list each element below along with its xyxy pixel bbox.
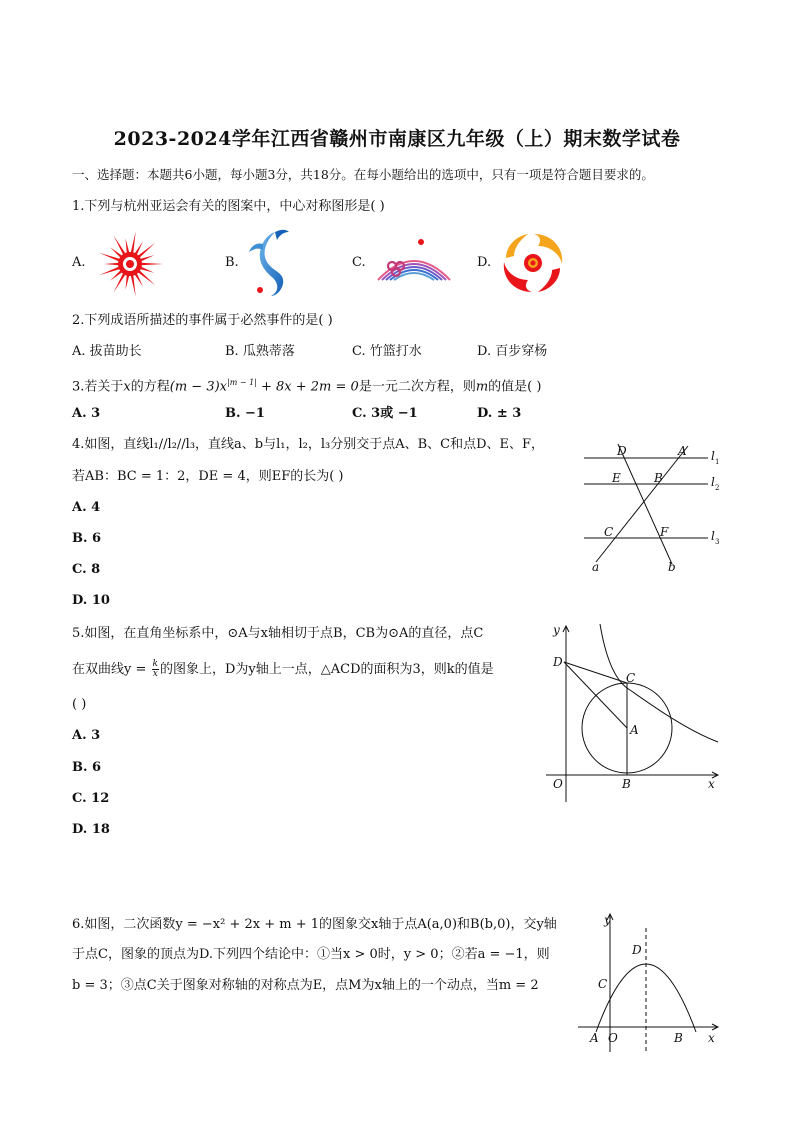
q4-option-b: B. 6 — [72, 531, 102, 546]
q4-option-a: A. 4 — [72, 500, 101, 515]
q4-label-b: b — [668, 560, 676, 574]
sun-ray — [131, 232, 136, 254]
sun-ray — [141, 263, 163, 266]
q5-option-d: D. 18 — [72, 822, 110, 837]
q3-stem — [72, 375, 541, 395]
q5-label-C: C — [626, 671, 636, 685]
q3-stem-part3: 是一元二次方程，则 — [358, 379, 476, 395]
q4-label-C: C — [604, 525, 614, 539]
q3-equation-rest: + 8x + 2m = 0 — [256, 379, 359, 395]
sun-ray — [126, 275, 130, 290]
q3-var-x: x — [123, 379, 131, 395]
q1-option-d-emblem-icon — [498, 230, 568, 296]
q1-option-b-dolphin-icon — [245, 226, 305, 298]
q6-stem-line2: 于点C，图象的顶点为D.下列四个结论中：①当x > 0时，y > 0；②若a = −1，则 — [72, 947, 550, 962]
q2-option-a: A. 拔苗助长 — [72, 344, 142, 359]
q4-label-l3-sub: 3 — [715, 538, 720, 546]
q1-option-a-label: A. — [72, 255, 86, 270]
sun-ray — [126, 238, 130, 253]
q4-parallel-lines-figure — [580, 438, 730, 578]
q5-option-b: B. 6 — [72, 760, 102, 775]
q5-fraction-bottom: x — [152, 669, 158, 679]
q3-stem-part1: 3.若关于 — [72, 379, 124, 395]
q5-label-x: x — [708, 777, 715, 791]
q6-label-A: A — [590, 1031, 599, 1045]
q1-option-b-label: B. — [225, 255, 239, 270]
q3-stem-part2: 的方程 — [130, 379, 170, 395]
q5-stem-line1: 5.如图，在直角坐标系中，⊙A与x轴相切于点B，CB为⊙A的直径，点C — [72, 626, 484, 641]
q3-option-b: B. −1 — [225, 406, 265, 421]
q4-stem-line2: 若AB：BC = 1：2，DE = 4，则EF的长为( ) — [72, 469, 344, 484]
q2-option-b: B. 瓜熟蒂落 — [225, 344, 295, 359]
q4-label-l1: l — [711, 449, 715, 463]
q3-var-m: m — [475, 379, 489, 395]
q2-option-d: D. 百步穿杨 — [477, 344, 548, 359]
q6-parabola-figure — [578, 910, 728, 1060]
q5-stem-line2-part2: 的图象上，D为y轴上一点，△ACD的面积为3，则k的值是 — [159, 662, 494, 677]
q5-label-y: y — [553, 623, 560, 637]
q4-label-E: E — [612, 471, 621, 485]
q5-label-D: D — [553, 655, 563, 669]
sun-ray — [104, 263, 119, 266]
page-title: 2023-2024学年江西省赣州市南康区九年级（上）期末数学试卷 — [113, 128, 681, 150]
sun-ray — [131, 275, 136, 297]
q6-stem-line3: b = 3；③点C关于图象对称轴的对称点为E，点M为x轴上的一个动点，当m = 2 — [72, 978, 539, 993]
sun-ray — [140, 267, 155, 273]
q3-option-c: C. 3或 −1 — [352, 406, 418, 421]
q3-exponent: |m − 1| — [227, 378, 257, 387]
q3-option-a: A. 3 — [72, 406, 101, 421]
q3-option-d: D. ± 3 — [477, 406, 522, 421]
q6-label-x: x — [708, 1031, 715, 1045]
q5-stem-line2-part1: 在双曲线y = — [72, 662, 151, 677]
q4-label-l3: l — [711, 529, 715, 543]
q6-label-O: O — [608, 1031, 618, 1045]
q4-stem-line1: 4.如图，直线l₁//l₂//l₃，直线a、b与l₁，l₂，l₃分别交于点A、B、C和点D、E、F， — [72, 437, 545, 452]
q1-stem: 1.下列与杭州亚运会有关的图案中，中心对称图形是( ) — [72, 199, 385, 214]
q5-label-B: B — [622, 777, 631, 791]
q6-label-C: C — [598, 977, 608, 991]
q4-label-l2: l — [711, 475, 715, 489]
q6-label-y: y — [604, 913, 611, 927]
q3-stem-part4: 的值是( ) — [488, 379, 542, 395]
q5-label-A: A — [630, 723, 639, 737]
q5-option-c: C. 12 — [72, 791, 110, 806]
q2-stem: 2.下列成语所描述的事件属于必然事件的是( ) — [72, 313, 333, 328]
q5-stem-line3: ( ) — [72, 697, 87, 712]
q1-option-c-rainbow-icon — [374, 236, 454, 292]
q4-label-F: F — [660, 525, 669, 539]
q1-option-a-sun-icon — [96, 230, 164, 298]
q4-label-a: a — [592, 560, 600, 574]
q1-option-c-label: C. — [352, 255, 366, 270]
q4-option-d: D. 10 — [72, 593, 110, 608]
q5-label-O: O — [553, 777, 563, 791]
q4-option-c: C. 8 — [72, 562, 101, 577]
sun-ray — [140, 255, 155, 261]
q4-label-D: D — [617, 444, 627, 458]
q4-label-l2-sub: 2 — [715, 484, 720, 492]
q2-option-c: C. 竹篮打水 — [352, 344, 422, 359]
q6-label-B: B — [674, 1031, 683, 1045]
q6-stem-line1: 6.如图，二次函数y = −x² + 2x + m + 1的图象交x轴于点A(a,0)和B(b,0)，交y轴 — [72, 917, 557, 932]
section-heading: 一、选择题：本题共6小题，每小题3分，共18分。在每小题给出的选项中，只有一项是符合题目要求的。 — [72, 167, 654, 182]
q5-option-a: A. 3 — [72, 728, 101, 743]
q3-equation: (m − 3)x — [169, 379, 227, 395]
q5-circle-hyperbola-figure — [546, 620, 726, 800]
q1-option-d-label: D. — [477, 255, 492, 270]
q4-label-l1-sub: 1 — [715, 458, 720, 466]
q4-label-A: A — [678, 444, 687, 458]
q5-stem-line2 — [72, 660, 494, 679]
q5-fraction-top: k — [152, 659, 158, 669]
q6-label-D: D — [632, 943, 642, 957]
q5-fraction — [152, 660, 159, 679]
q4-label-B: B — [654, 471, 663, 485]
